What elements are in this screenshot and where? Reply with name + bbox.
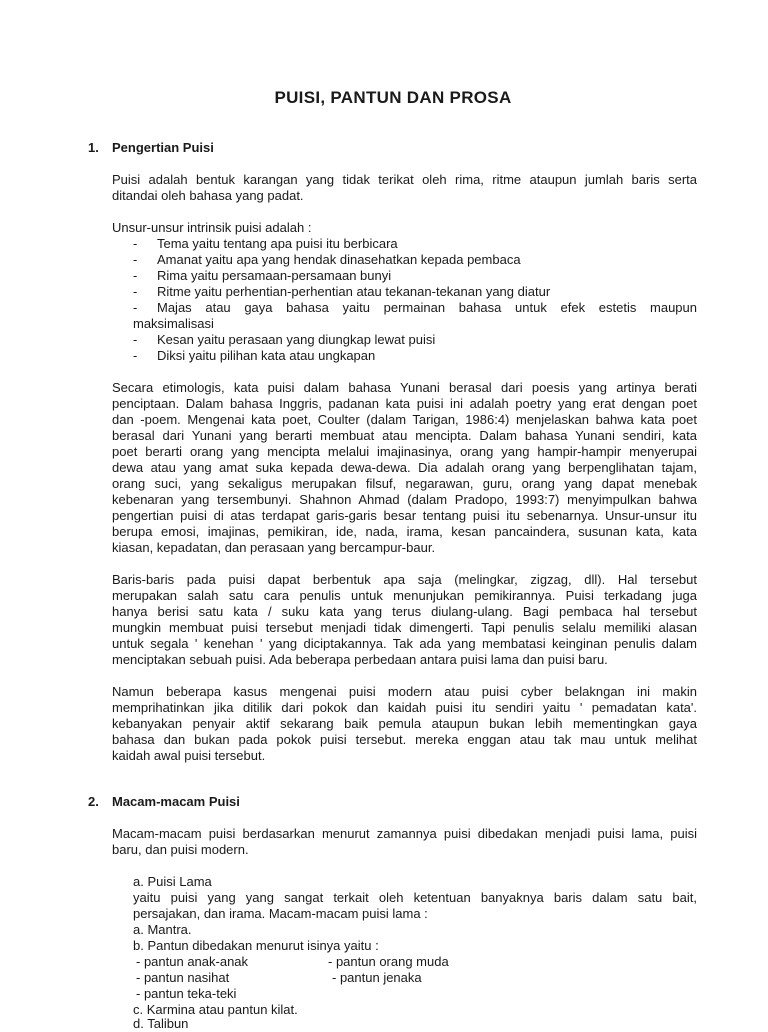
list-bullet: - xyxy=(133,268,138,283)
paragraph-line: kebanyakan penyair aktif sekarang baik pemula ataupun bukan lebih mementingkan gaya xyxy=(112,716,697,731)
list-bullet: - xyxy=(133,252,138,267)
paragraph-line: hanya berisi satu kata / suku kata yang terus diulang-ulang. Bagi pembaca hal tersebut xyxy=(112,604,697,619)
paragraph-line: untuk segala ' kenehan ' yang diciptakannya. Tak ada yang membatasi keinginan penulis dalam xyxy=(112,636,697,651)
subsection-a-heading: a. Puisi Lama xyxy=(133,874,212,889)
paragraph-line: bahasa dan bukan pada pokok puisi tersebut. mereka enggan atau tak mau untuk melihat xyxy=(112,732,697,747)
section-2-number: 2. xyxy=(88,794,99,809)
paragraph-line: memprihatinkan jika ditilik dari pokok dan kaidah puisi itu sendiri yaitu ' pemadatan kata'. xyxy=(112,700,697,715)
pantun-type: - pantun jenaka xyxy=(332,970,422,985)
paragraph-line: menciptakan sebuah puisi. Ada beberapa perbedaan antara puisi lama dan puisi baru. xyxy=(112,652,608,667)
paragraph-line: dan -poem. Mengenai kata poet, Coulter (dalam Tarigan, 1986:4) menjelaskan bahwa kata poet xyxy=(112,412,697,427)
paragraph-line: baru, dan puisi modern. xyxy=(112,842,249,857)
paragraph-line: merupakan salah satu cara penulis untuk menunjukan pemikirannya. Puisi terkadang juga xyxy=(112,588,697,603)
paragraph-line: Macam-macam puisi berdasarkan menurut zamannya puisi dibedakan menjadi puisi lama, puisi xyxy=(112,826,697,841)
section-2-heading: Macam-macam Puisi xyxy=(112,794,240,809)
list-item: Amanat yaitu apa yang hendak dinasehatkan kepada pembaca xyxy=(157,252,521,267)
list-item: Majas atau gaya bahasa yaitu permainan bahasa untuk efek estetis maupun xyxy=(157,300,697,315)
unsur-intro: Unsur-unsur intrinsik puisi adalah : xyxy=(112,220,312,235)
page-title: PUISI, PANTUN DAN PROSA xyxy=(274,88,512,107)
paragraph-line: Namun beberapa kasus mengenai puisi modern atau puisi cyber belakngan ini makin xyxy=(112,684,697,699)
pantun-type: - pantun orang muda xyxy=(328,954,449,969)
list-item: Kesan yaitu perasaan yang diungkap lewat puisi xyxy=(157,332,436,347)
paragraph-line: Secara etimologis, kata puisi dalam bahasa Yunani berasal dari poesis yang artinya berati xyxy=(112,380,697,395)
list-item: d. Talibun xyxy=(133,1016,189,1031)
list-item: a. Mantra. xyxy=(133,922,192,937)
paragraph-line: kaidah awal puisi tersebut. xyxy=(112,748,266,763)
paragraph-line: penciptaan. Dalam bahasa Inggris, padanan kata puisi ini adalah poetry yang erat dengan poet xyxy=(112,396,697,411)
list-bullet: - xyxy=(133,300,138,315)
paragraph-line: orang suci, yang sekaligus merupakan filsuf, negarawan, guru, orang yang dapat menebak xyxy=(112,476,697,491)
section-1-heading: Pengertian Puisi xyxy=(112,140,214,155)
paragraph-line: kiasan, kepadatan, dan perasaan yang bercampur-baur. xyxy=(112,540,436,555)
list-item: c. Karmina atau pantun kilat. xyxy=(133,1002,298,1017)
list-item: Rima yaitu persamaan-persamaan bunyi xyxy=(157,268,392,283)
paragraph-line: kebenaran yang tersembunyi. Shahnon Ahmad (dalam Pradopo, 1993:7) menyimpulkan bahwa xyxy=(112,492,697,507)
list-bullet: - xyxy=(133,236,138,251)
paragraph-line: dewa atau yang amat suka kepada dewa-dewa. Dia adalah orang yang berpenglihatan tajam, xyxy=(112,460,697,475)
list-item: Ritme yaitu perhentian-perhentian atau tekanan-tekanan yang diatur xyxy=(157,284,551,299)
list-bullet: - xyxy=(133,332,138,347)
pantun-type: - pantun anak-anak xyxy=(136,954,249,969)
list-item: b. Pantun dibedakan menurut isinya yaitu : xyxy=(133,938,379,953)
paragraph-line: persajakan, dan irama. Macam-macam puisi lama : xyxy=(133,906,428,921)
paragraph-line: berasal dari Yunani yang berarti membuat atau mencipta. Dalam bahasa Yunani sendiri, kata xyxy=(112,428,697,443)
list-item: Diksi yaitu pilihan kata atau ungkapan xyxy=(157,348,376,363)
definition-line: ditandai oleh bahasa yang padat. xyxy=(112,188,304,203)
pantun-type: - pantun teka-teki xyxy=(136,986,237,1001)
list-bullet: - xyxy=(133,284,138,299)
paragraph-line: poet berarti orang yang mencipta melalui imajinasinya, orang yang hampir-hampir menyerupai xyxy=(112,444,697,459)
paragraph-line: pengertian puisi di atas terdapat garis-garis besar tentang puisi itu sebenarnya. Unsur-unsur itu xyxy=(112,508,697,523)
list-item: Tema yaitu tentang apa puisi itu berbicara xyxy=(157,236,398,251)
pantun-type: - pantun nasihat xyxy=(136,970,230,985)
paragraph-line: Baris-baris pada puisi dapat berbentuk apa saja (melingkar, zigzag, dll). Hal tersebut xyxy=(112,572,697,587)
list-item-continued: maksimalisasi xyxy=(133,316,214,331)
section-1-number: 1. xyxy=(88,140,99,155)
paragraph-line: berupa emosi, imajinas, pemikiran, ide, nada, irama, kesan pancaindera, susunan kata, kata xyxy=(112,524,697,539)
paragraph-line: mungkin membuat puisi tersebut menjadi tidak dimengerti. Tapi penulis selalu memiliki alasan xyxy=(112,620,697,635)
definition-line: Puisi adalah bentuk karangan yang tidak terikat oleh rima, ritme ataupun jumlah baris serta xyxy=(112,172,697,187)
paragraph-line: yaitu puisi yang yang sangat terkait oleh ketentuan banyaknya baris dalam satu bait, xyxy=(133,890,697,905)
list-bullet: - xyxy=(133,348,138,363)
